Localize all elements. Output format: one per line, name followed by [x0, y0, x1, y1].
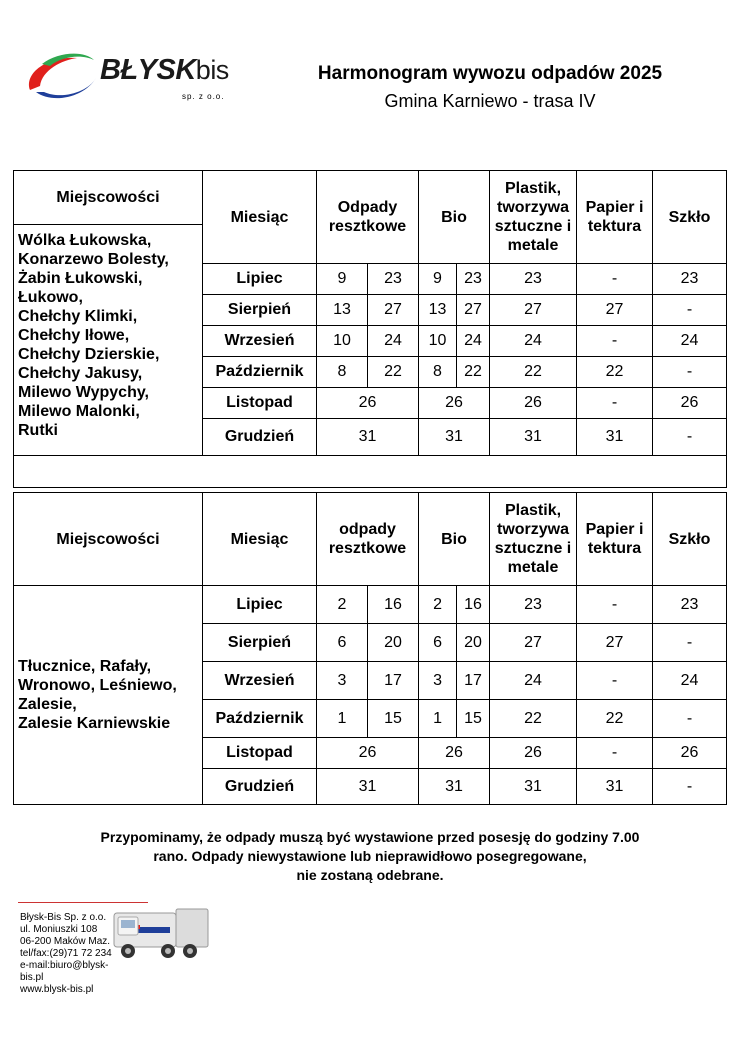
plastic-header: Plastik, tworzywa sztuczne i metale: [490, 493, 577, 586]
company-line: Błysk-Bis Sp. z o.o.: [20, 912, 107, 923]
places-cell: [14, 225, 203, 456]
table-row: [14, 586, 727, 624]
place-name: Wólka Łukowska,: [18, 232, 152, 249]
glass-day-cell: 24: [653, 662, 727, 700]
places-cell: [14, 586, 203, 805]
month-cell: Grudzień: [203, 419, 317, 456]
residual-day-cell: 8: [317, 357, 368, 388]
garbage-truck-icon: [112, 905, 212, 963]
paper-header: Papier i tektura: [577, 493, 653, 586]
plastic-day-cell: 31: [490, 769, 577, 805]
plastic-day-cell: 27: [490, 295, 577, 326]
month-cell: Lipiec: [203, 264, 317, 295]
month-cell: Sierpień: [203, 295, 317, 326]
plastic-day-cell: 24: [490, 326, 577, 357]
plastic-day-cell: 26: [490, 738, 577, 769]
place-name: Tłucznice, Rafały,: [18, 658, 152, 675]
place-name: Łukowo,: [18, 289, 83, 306]
logo-subtext: sp. z o.o.: [182, 92, 225, 101]
month-cell: Sierpień: [203, 624, 317, 662]
place-name: Zalesie,: [18, 696, 77, 713]
company-logo: [22, 48, 227, 108]
note-line: nie zostaną odebrane.: [296, 867, 444, 883]
glass-day-cell: 24: [653, 326, 727, 357]
residual-day-cell: 13: [317, 295, 368, 326]
residual-day-cell: 22: [368, 357, 419, 388]
residual-day-cell: 16: [368, 586, 419, 624]
residual-day-cell: 20: [368, 624, 419, 662]
residual-day-cell: 9: [317, 264, 368, 295]
residual-day-cell: 1: [317, 700, 368, 738]
residual-day-cell: 31: [317, 769, 419, 805]
residual-day-cell: 23: [368, 264, 419, 295]
paper-day-cell: 22: [577, 700, 653, 738]
bio-day-cell: 26: [419, 388, 490, 419]
residual-day-cell: 26: [317, 388, 419, 419]
plastic-day-cell: 24: [490, 662, 577, 700]
glass-day-cell: -: [653, 357, 727, 388]
residual-header: Odpady resztkowe: [317, 171, 419, 264]
paper-day-cell: -: [577, 326, 653, 357]
month-cell: Wrzesień: [203, 326, 317, 357]
month-cell: Listopad: [203, 388, 317, 419]
residual-day-cell: 15: [368, 700, 419, 738]
logo-text: [100, 54, 229, 87]
residual-day-cell: 2: [317, 586, 368, 624]
paper-day-cell: 27: [577, 295, 653, 326]
paper-day-cell: -: [577, 388, 653, 419]
month-cell: Październik: [203, 357, 317, 388]
residual-day-cell: 26: [317, 738, 419, 769]
spacer-row: [14, 456, 727, 488]
company-line: tel/fax:(29)71 72 234: [20, 948, 112, 959]
bio-day-cell: 13: [419, 295, 457, 326]
bio-day-cell: 9: [419, 264, 457, 295]
residual-day-cell: 31: [317, 419, 419, 456]
bio-day-cell: 6: [419, 624, 457, 662]
paper-day-cell: 31: [577, 419, 653, 456]
plastic-day-cell: 22: [490, 357, 577, 388]
paper-day-cell: 27: [577, 624, 653, 662]
plastic-day-cell: 27: [490, 624, 577, 662]
paper-day-cell: 22: [577, 357, 653, 388]
place-name: Milewo Wypychy,: [18, 384, 149, 401]
bio-day-cell: 27: [457, 295, 490, 326]
bio-day-cell: 17: [457, 662, 490, 700]
plastic-day-cell: 31: [490, 419, 577, 456]
schedule-table-2: [13, 492, 727, 805]
glass-day-cell: 23: [653, 264, 727, 295]
logo-swoosh-icon: [22, 48, 102, 108]
plastic-day-cell: 26: [490, 388, 577, 419]
bio-day-cell: 26: [419, 738, 490, 769]
residual-day-cell: 24: [368, 326, 419, 357]
place-name: Konarzewo Bolesty,: [18, 251, 169, 268]
company-website: www.blysk-bis.pl: [20, 984, 94, 995]
bio-day-cell: 15: [457, 700, 490, 738]
bio-header: Bio: [419, 493, 490, 586]
residual-day-cell: 10: [317, 326, 368, 357]
bio-header: Bio: [419, 171, 490, 264]
paper-day-cell: -: [577, 264, 653, 295]
residual-day-cell: 27: [368, 295, 419, 326]
bio-day-cell: 10: [419, 326, 457, 357]
place-name: Zalesie Karniewskie: [18, 715, 171, 732]
glass-day-cell: -: [653, 624, 727, 662]
plastic-header: Plastik, tworzywa sztuczne i metale: [490, 171, 577, 264]
paper-day-cell: -: [577, 586, 653, 624]
bio-day-cell: 1: [419, 700, 457, 738]
month-cell: Listopad: [203, 738, 317, 769]
note-line: rano. Odpady niewystawione lub nieprawidłowo posegregowane,: [153, 848, 587, 864]
company-email: e-mail:biuro@blysk-bis.pl: [20, 960, 109, 983]
logo-suffix: bis: [195, 55, 229, 85]
month-cell: Grudzień: [203, 769, 317, 805]
bio-day-cell: 24: [457, 326, 490, 357]
bio-day-cell: 16: [457, 586, 490, 624]
plastic-day-cell: 22: [490, 700, 577, 738]
month-cell: Październik: [203, 700, 317, 738]
glass-header: Szkło: [653, 171, 727, 264]
paper-day-cell: -: [577, 738, 653, 769]
bio-day-cell: 31: [419, 419, 490, 456]
schedule-table-1: [13, 170, 727, 488]
company-line: 06-200 Maków Maz.: [20, 936, 111, 947]
glass-header: Szkło: [653, 493, 727, 586]
page-title: Harmonogram wywozu odpadów 2025: [317, 63, 663, 84]
residual-day-cell: 3: [317, 662, 368, 700]
spacer-cell: [14, 456, 727, 488]
plastic-day-cell: 23: [490, 264, 577, 295]
place-name: Chełchy Dzierskie,: [18, 346, 160, 363]
residual-day-cell: 17: [368, 662, 419, 700]
page-subtitle: Gmina Karniewo - trasa IV: [384, 91, 596, 111]
residual-header: odpady resztkowe: [317, 493, 419, 586]
month-header: Miesiąc: [203, 171, 317, 264]
paper-header: Papier i tektura: [577, 171, 653, 264]
paper-day-cell: 31: [577, 769, 653, 805]
place-name: Chełchy Klimki,: [18, 308, 138, 325]
bio-day-cell: 22: [457, 357, 490, 388]
bio-day-cell: 2: [419, 586, 457, 624]
bio-day-cell: 23: [457, 264, 490, 295]
month-cell: Lipiec: [203, 586, 317, 624]
place-name: Wronowo, Leśniewo,: [18, 677, 177, 694]
note-line: Przypominamy, że odpady muszą być wystawione przed posesję do godziny 7.00: [100, 829, 640, 845]
bio-day-cell: 20: [457, 624, 490, 662]
glass-day-cell: 26: [653, 388, 727, 419]
bio-day-cell: 31: [419, 769, 490, 805]
bio-day-cell: 8: [419, 357, 457, 388]
glass-day-cell: 23: [653, 586, 727, 624]
glass-day-cell: 26: [653, 738, 727, 769]
plastic-day-cell: 23: [490, 586, 577, 624]
footer-divider: [18, 902, 148, 903]
month-cell: Wrzesień: [203, 662, 317, 700]
place-name: Milewo Malonki,: [18, 403, 140, 420]
paper-day-cell: -: [577, 662, 653, 700]
glass-day-cell: -: [653, 700, 727, 738]
place-name: Chełchy Jakusy,: [18, 365, 143, 382]
place-name: Chełchy Iłowe,: [18, 327, 130, 344]
place-name: Żabin Łukowski,: [18, 270, 143, 287]
logo-brand: BŁYSK: [100, 54, 196, 86]
place-name: Rutki: [18, 422, 58, 439]
glass-day-cell: -: [653, 769, 727, 805]
glass-day-cell: -: [653, 295, 727, 326]
bio-day-cell: 3: [419, 662, 457, 700]
glass-day-cell: -: [653, 419, 727, 456]
reminder-note: [40, 828, 700, 885]
month-header: Miesiąc: [203, 493, 317, 586]
residual-day-cell: 6: [317, 624, 368, 662]
company-line: ul. Moniuszki 108: [20, 924, 98, 935]
places-header: Miejscowości: [14, 171, 203, 225]
places-header: Miejscowości: [14, 493, 203, 586]
